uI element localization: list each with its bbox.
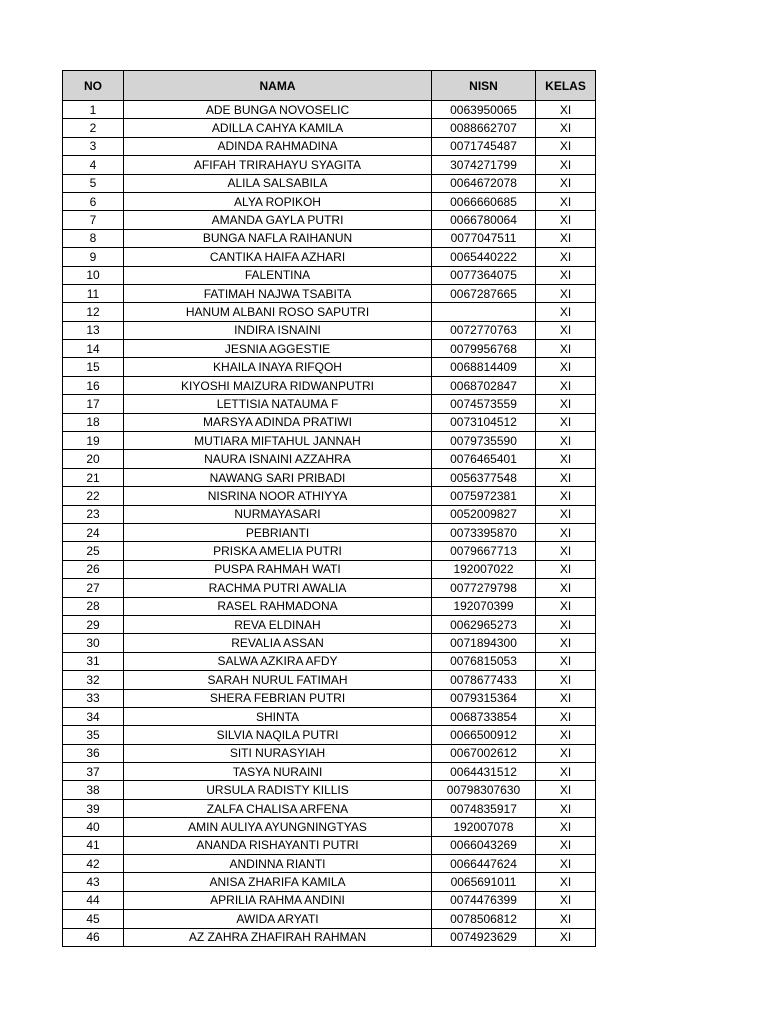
cell-nama: SHERA FEBRIAN PUTRI [124, 689, 432, 707]
cell-nisn: 0074573559 [432, 395, 536, 413]
cell-nama: FALENTINA [124, 266, 432, 284]
cell-nisn: 0066660685 [432, 192, 536, 210]
cell-nisn: 3074271799 [432, 156, 536, 174]
cell-nisn: 00798307630 [432, 781, 536, 799]
cell-kelas: XI [536, 671, 596, 689]
cell-nisn: 0056377548 [432, 468, 536, 486]
cell-nisn: 0079315364 [432, 689, 536, 707]
cell-kelas: XI [536, 818, 596, 836]
cell-nisn: 0088662707 [432, 119, 536, 137]
cell-nama: AMIN AULIYA AYUNGNINGTYAS [124, 818, 432, 836]
table-row [63, 615, 596, 633]
cell-no: 40 [63, 818, 124, 836]
header-kelas: KELAS [536, 71, 596, 101]
cell-nama: NAWANG SARI PRIBADI [124, 468, 432, 486]
table-row [63, 707, 596, 725]
cell-nisn: 192070399 [432, 597, 536, 615]
cell-nama: AWIDA ARYATI [124, 910, 432, 928]
table-row [63, 634, 596, 652]
cell-nama: REVA ELDINAH [124, 615, 432, 633]
table-row [63, 450, 596, 468]
cell-nisn: 192007022 [432, 560, 536, 578]
cell-nisn: 0078677433 [432, 671, 536, 689]
cell-nisn: 0078506812 [432, 910, 536, 928]
cell-no: 33 [63, 689, 124, 707]
cell-nisn: 0066780064 [432, 211, 536, 229]
cell-nisn: 0075972381 [432, 487, 536, 505]
cell-no: 22 [63, 487, 124, 505]
cell-nisn: 0066043269 [432, 836, 536, 854]
table-row [63, 211, 596, 229]
table-row [63, 432, 596, 450]
cell-nama: JESNIA AGGESTIE [124, 340, 432, 358]
cell-nama: SARAH NURUL FATIMAH [124, 671, 432, 689]
cell-no: 21 [63, 468, 124, 486]
cell-nisn [432, 303, 536, 321]
cell-no: 14 [63, 340, 124, 358]
cell-nisn: 0068733854 [432, 707, 536, 725]
cell-nama: ANANDA RISHAYANTI PUTRI [124, 836, 432, 854]
cell-no: 45 [63, 910, 124, 928]
table-row [63, 689, 596, 707]
cell-kelas: XI [536, 744, 596, 762]
table-row [63, 523, 596, 541]
cell-nisn: 0079956768 [432, 340, 536, 358]
cell-nama: APRILIA RAHMA ANDINI [124, 891, 432, 909]
cell-nisn: 0073395870 [432, 523, 536, 541]
cell-no: 3 [63, 137, 124, 155]
cell-nisn: 0071745487 [432, 137, 536, 155]
cell-no: 24 [63, 523, 124, 541]
table-row [63, 340, 596, 358]
cell-no: 31 [63, 652, 124, 670]
cell-kelas: XI [536, 119, 596, 137]
table-row [63, 818, 596, 836]
cell-no: 37 [63, 763, 124, 781]
cell-no: 30 [63, 634, 124, 652]
cell-nisn: 0052009827 [432, 505, 536, 523]
cell-kelas: XI [536, 192, 596, 210]
table-row [63, 156, 596, 174]
cell-kelas: XI [536, 560, 596, 578]
table-row [63, 376, 596, 394]
cell-kelas: XI [536, 597, 596, 615]
cell-no: 41 [63, 836, 124, 854]
table-row [63, 542, 596, 560]
cell-kelas: XI [536, 487, 596, 505]
cell-kelas: XI [536, 229, 596, 247]
cell-no: 1 [63, 101, 124, 119]
cell-nama: SILVIA NAQILA PUTRI [124, 726, 432, 744]
cell-nama: ALILA SALSABILA [124, 174, 432, 192]
table-body [63, 101, 596, 947]
cell-no: 17 [63, 395, 124, 413]
table-row [63, 891, 596, 909]
cell-no: 8 [63, 229, 124, 247]
table-row [63, 579, 596, 597]
table-row [63, 119, 596, 137]
cell-kelas: XI [536, 284, 596, 302]
cell-kelas: XI [536, 303, 596, 321]
cell-nama: URSULA RADISTY KILLIS [124, 781, 432, 799]
cell-nama: FATIMAH NAJWA TSABITA [124, 284, 432, 302]
cell-kelas: XI [536, 101, 596, 119]
cell-nama: CANTIKA HAIFA AZHARI [124, 248, 432, 266]
cell-nama: RASEL RAHMADONA [124, 597, 432, 615]
header-nisn: NISN [432, 71, 536, 101]
cell-no: 34 [63, 707, 124, 725]
cell-nama: TASYA NURAINI [124, 763, 432, 781]
cell-kelas: XI [536, 634, 596, 652]
cell-kelas: XI [536, 156, 596, 174]
cell-nama: NISRINA NOOR ATHIYYA [124, 487, 432, 505]
cell-no: 38 [63, 781, 124, 799]
cell-no: 15 [63, 358, 124, 376]
cell-nama: ALYA ROPIKOH [124, 192, 432, 210]
cell-nama: SALWA AZKIRA AFDY [124, 652, 432, 670]
cell-nama: REVALIA ASSAN [124, 634, 432, 652]
cell-kelas: XI [536, 450, 596, 468]
cell-nama: ADINDA RAHMADINA [124, 137, 432, 155]
table-row [63, 652, 596, 670]
cell-kelas: XI [536, 707, 596, 725]
cell-no: 25 [63, 542, 124, 560]
cell-no: 7 [63, 211, 124, 229]
table-row [63, 468, 596, 486]
cell-no: 10 [63, 266, 124, 284]
table-row [63, 597, 596, 615]
cell-kelas: XI [536, 799, 596, 817]
cell-kelas: XI [536, 579, 596, 597]
cell-nisn: 0072770763 [432, 321, 536, 339]
cell-kelas: XI [536, 340, 596, 358]
cell-kelas: XI [536, 395, 596, 413]
table-row [63, 726, 596, 744]
table-row [63, 560, 596, 578]
cell-kelas: XI [536, 137, 596, 155]
cell-kelas: XI [536, 891, 596, 909]
cell-nama: INDIRA ISNAINI [124, 321, 432, 339]
cell-nama: AFIFAH TRIRAHAYU SYAGITA [124, 156, 432, 174]
cell-nama: HANUM ALBANI ROSO SAPUTRI [124, 303, 432, 321]
table-row [63, 836, 596, 854]
cell-kelas: XI [536, 432, 596, 450]
cell-nisn: 0073104512 [432, 413, 536, 431]
cell-kelas: XI [536, 910, 596, 928]
cell-nisn: 0068814409 [432, 358, 536, 376]
cell-nisn: 0077047511 [432, 229, 536, 247]
cell-nama: ADE BUNGA NOVOSELIC [124, 101, 432, 119]
cell-nisn: 0079735590 [432, 432, 536, 450]
table-header [63, 71, 596, 101]
table-row [63, 266, 596, 284]
cell-nisn: 0063950065 [432, 101, 536, 119]
cell-no: 9 [63, 248, 124, 266]
cell-nisn: 0062965273 [432, 615, 536, 633]
cell-no: 20 [63, 450, 124, 468]
cell-nisn: 0064431512 [432, 763, 536, 781]
cell-kelas: XI [536, 174, 596, 192]
cell-nisn: 0066500912 [432, 726, 536, 744]
cell-nisn: 0067002612 [432, 744, 536, 762]
cell-nisn: 0079667713 [432, 542, 536, 560]
cell-no: 16 [63, 376, 124, 394]
cell-no: 23 [63, 505, 124, 523]
table-row [63, 321, 596, 339]
table-row [63, 487, 596, 505]
cell-nama: PUSPA RAHMAH WATI [124, 560, 432, 578]
cell-nama: PEBRIANTI [124, 523, 432, 541]
table-row [63, 303, 596, 321]
cell-kelas: XI [536, 763, 596, 781]
cell-nama: KIYOSHI MAIZURA RIDWANPUTRI [124, 376, 432, 394]
cell-no: 5 [63, 174, 124, 192]
cell-no: 36 [63, 744, 124, 762]
cell-no: 18 [63, 413, 124, 431]
table-row [63, 101, 596, 119]
cell-no: 26 [63, 560, 124, 578]
cell-nisn: 0066447624 [432, 855, 536, 873]
table-row [63, 928, 596, 946]
cell-kelas: XI [536, 211, 596, 229]
cell-no: 46 [63, 928, 124, 946]
cell-kelas: XI [536, 505, 596, 523]
cell-kelas: XI [536, 928, 596, 946]
cell-kelas: XI [536, 781, 596, 799]
cell-nisn: 0064672078 [432, 174, 536, 192]
cell-nama: SITI NURASYIAH [124, 744, 432, 762]
cell-nama: MARSYA ADINDA PRATIWI [124, 413, 432, 431]
cell-no: 2 [63, 119, 124, 137]
cell-nisn: 0076815053 [432, 652, 536, 670]
cell-no: 27 [63, 579, 124, 597]
cell-kelas: XI [536, 855, 596, 873]
cell-nisn: 0076465401 [432, 450, 536, 468]
cell-kelas: XI [536, 248, 596, 266]
table-row [63, 744, 596, 762]
cell-no: 6 [63, 192, 124, 210]
cell-kelas: XI [536, 266, 596, 284]
table-row [63, 248, 596, 266]
cell-no: 35 [63, 726, 124, 744]
cell-no: 43 [63, 873, 124, 891]
cell-no: 32 [63, 671, 124, 689]
cell-nama: RACHMA PUTRI AWALIA [124, 579, 432, 597]
cell-no: 28 [63, 597, 124, 615]
cell-nisn: 192007078 [432, 818, 536, 836]
cell-no: 4 [63, 156, 124, 174]
cell-nisn: 0077364075 [432, 266, 536, 284]
cell-nama: KHAILA INAYA RIFQOH [124, 358, 432, 376]
cell-nama: NAURA ISNAINI AZZAHRA [124, 450, 432, 468]
cell-kelas: XI [536, 873, 596, 891]
cell-kelas: XI [536, 689, 596, 707]
cell-nama: PRISKA AMELIA PUTRI [124, 542, 432, 560]
cell-kelas: XI [536, 413, 596, 431]
cell-nama: ADILLA CAHYA KAMILA [124, 119, 432, 137]
cell-nama: ANDINNA RIANTI [124, 855, 432, 873]
cell-nisn: 0074835917 [432, 799, 536, 817]
cell-nama: LETTISIA NATAUMA F [124, 395, 432, 413]
cell-no: 39 [63, 799, 124, 817]
cell-kelas: XI [536, 376, 596, 394]
cell-nama: NURMAYASARI [124, 505, 432, 523]
table-row [63, 855, 596, 873]
cell-nisn: 0065691011 [432, 873, 536, 891]
cell-nama: BUNGA NAFLA RAIHANUN [124, 229, 432, 247]
table-row [63, 781, 596, 799]
cell-nisn: 0071894300 [432, 634, 536, 652]
cell-kelas: XI [536, 652, 596, 670]
header-row [63, 71, 596, 101]
cell-nisn: 0077279798 [432, 579, 536, 597]
cell-nisn: 0068702847 [432, 376, 536, 394]
cell-kelas: XI [536, 836, 596, 854]
cell-no: 19 [63, 432, 124, 450]
table-row [63, 229, 596, 247]
cell-nama: SHINTA [124, 707, 432, 725]
cell-nisn: 0067287665 [432, 284, 536, 302]
header-no: NO [63, 71, 124, 101]
cell-nama: AMANDA GAYLA PUTRI [124, 211, 432, 229]
table-row [63, 395, 596, 413]
cell-no: 42 [63, 855, 124, 873]
table-row [63, 174, 596, 192]
student-table [62, 70, 596, 947]
cell-no: 44 [63, 891, 124, 909]
cell-nisn: 0065440222 [432, 248, 536, 266]
cell-no: 13 [63, 321, 124, 339]
cell-kelas: XI [536, 321, 596, 339]
cell-kelas: XI [536, 726, 596, 744]
cell-nisn: 0074476399 [432, 891, 536, 909]
table-row [63, 505, 596, 523]
cell-nama: ANISA ZHARIFA KAMILA [124, 873, 432, 891]
cell-no: 29 [63, 615, 124, 633]
cell-kelas: XI [536, 468, 596, 486]
table-row [63, 873, 596, 891]
table-row [63, 910, 596, 928]
table-row [63, 763, 596, 781]
cell-nama: MUTIARA MIFTAHUL JANNAH [124, 432, 432, 450]
table-row [63, 137, 596, 155]
header-nama: NAMA [124, 71, 432, 101]
table-row [63, 413, 596, 431]
cell-kelas: XI [536, 358, 596, 376]
cell-no: 12 [63, 303, 124, 321]
table-row [63, 671, 596, 689]
table-row [63, 799, 596, 817]
table-row [63, 192, 596, 210]
cell-nama: ZALFA CHALISA ARFENA [124, 799, 432, 817]
cell-nisn: 0074923629 [432, 928, 536, 946]
cell-no: 11 [63, 284, 124, 302]
cell-nama: AZ ZAHRA ZHAFIRAH RAHMAN [124, 928, 432, 946]
table-row [63, 358, 596, 376]
cell-kelas: XI [536, 615, 596, 633]
cell-kelas: XI [536, 523, 596, 541]
cell-kelas: XI [536, 542, 596, 560]
table-row [63, 284, 596, 302]
